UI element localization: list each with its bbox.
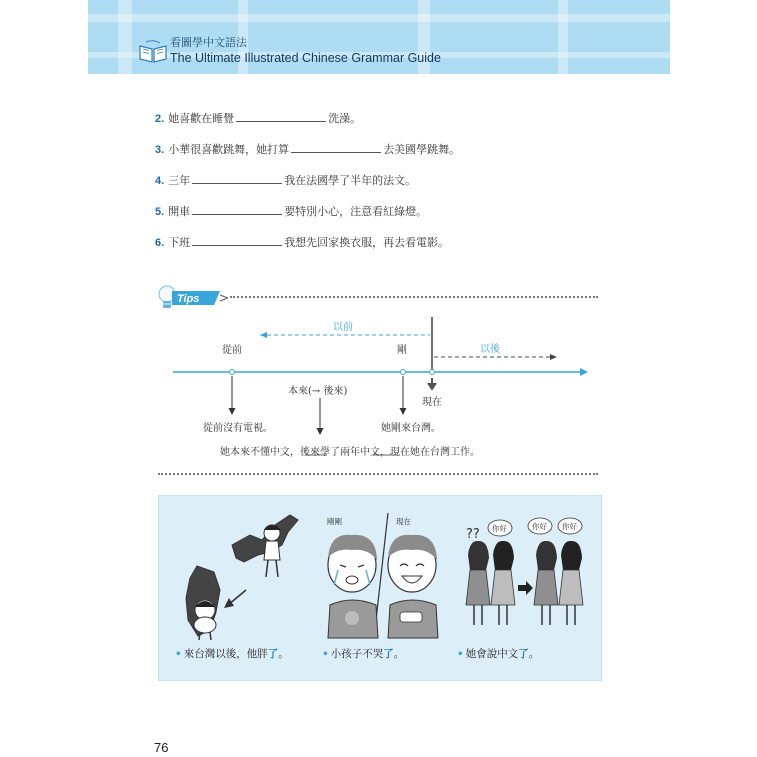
exercise-2: 2. 她喜歡在睡覺 洗澡。 [155, 112, 362, 125]
exercise-3: 3. 小華很喜歡跳舞，她打算 去美國學跳舞。 [155, 143, 461, 156]
book-title-en: The Ultimate Illustrated Chinese Grammar Guide [170, 51, 441, 65]
label-xianzai: 現在 [422, 397, 442, 408]
label-congqian: 從前 [222, 345, 242, 356]
example-sentence: 她本來不懂中文，後來學了兩年中文，現在她在台灣工作。 [220, 447, 480, 458]
example-congqian: 從前沒有電視。 [203, 423, 273, 434]
label-gang: 剛 [397, 345, 407, 356]
caption-2: • 小孩子不哭了。 [322, 648, 405, 660]
caption-1: • 來台灣以後，他胖了。 [175, 648, 289, 660]
label-yihou: 以後 [480, 344, 500, 355]
question-marks: ?? [466, 527, 480, 542]
tips-label: Tips [177, 293, 200, 305]
speech-nihao: 你好 [562, 522, 577, 531]
exercise-6: 6. 下班 我想先回家換衣服，再去看電影。 [155, 236, 450, 249]
illustration-she-speaks-chinese [466, 518, 583, 625]
label-yiqian: 以前 [333, 322, 353, 333]
speech-nihao: 你好 [532, 522, 547, 531]
page-number: 76 [154, 740, 169, 755]
exercise-5: 5. 開車 要特別小心，注意看紅綠燈。 [155, 205, 428, 218]
caption-3: • 她會說中文了。 [457, 648, 540, 660]
speech-nihao: 你好 [492, 524, 507, 533]
book-title-zh: 看圖學中文語法 [170, 36, 247, 49]
illustration-child-stops-crying [328, 513, 438, 638]
arrow-right-icon [518, 581, 533, 595]
illustration-fat-after-taiwan [186, 515, 298, 640]
exercise-4: 4. 三年 我在法國學了半年的法文。 [155, 174, 417, 187]
label-gang-gang: 剛剛 [327, 517, 342, 526]
label-xianzai-panel: 現在 [396, 517, 411, 526]
label-benlai: 本來(→ 後來) [288, 386, 348, 397]
example-gang: 她剛來台灣。 [381, 423, 441, 434]
